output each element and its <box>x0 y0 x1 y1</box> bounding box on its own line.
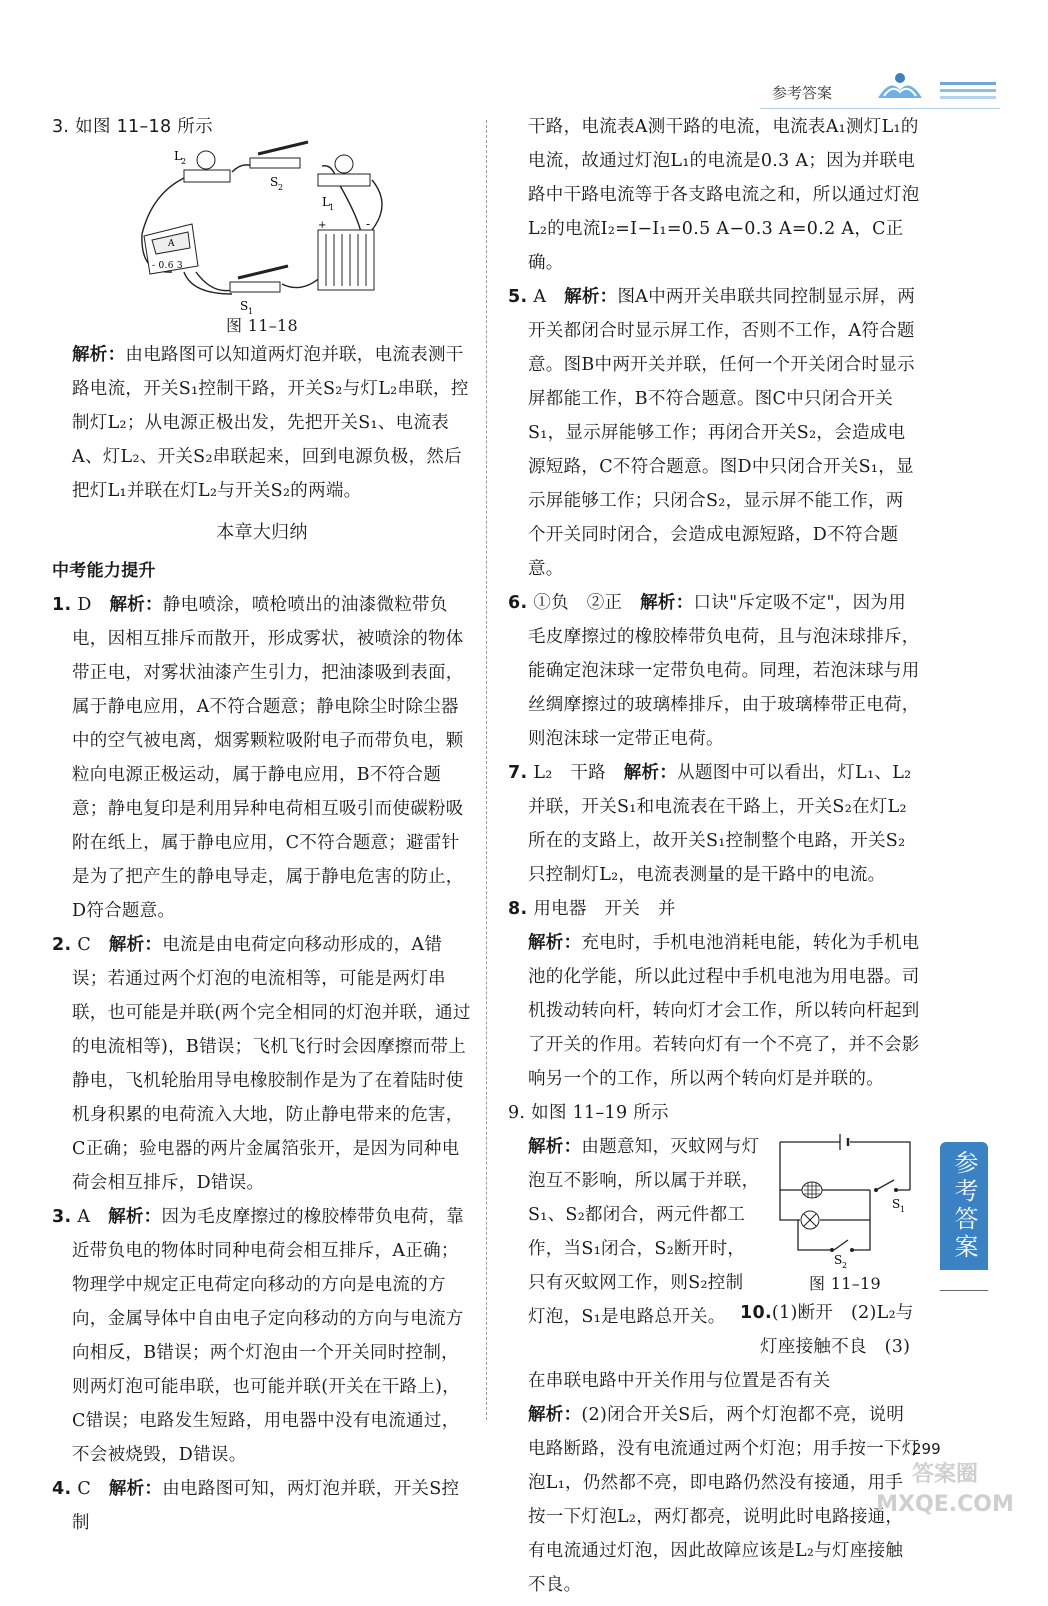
item-analysis: 从题图中可以看出，灯L₁、L₂并联，开关S₁和电流表在干路上，开关S₂在灯L₂所在的支路上，故开关S₁控制整个电路，开关S₂只控制灯L₂，电流表测量的是干路中的电流。 <box>528 763 912 885</box>
column-divider <box>486 120 487 1420</box>
svg-text:- 0.6 3: - 0.6 3 <box>152 261 183 271</box>
item-analysis: 图A中两开关串联共同控制显示屏，两开关都闭合时显示屏工作，否则不工作，A符合题意。图B中两开关并联，任何一个开关闭合时显示屏都能工作，B不符合题意。图C中只闭合开关S₁，显示屏能够工作；再闭合开关S₂，会造成电源短路，C不符合题意。图D中只闭合开关S₁，显示屏能够工作；只闭合S₂，显示屏不能工作，两个开关同时闭合，会造成电源短路，D不符合题意。 <box>528 287 916 579</box>
svg-text:2: 2 <box>181 157 187 166</box>
analysis-label: 解析： <box>109 595 163 615</box>
analysis-label: 解析： <box>108 1479 163 1499</box>
figure-11-18-caption: 图 11–18 <box>226 316 298 335</box>
switch-s1-base <box>230 282 280 292</box>
item-number: 7. <box>508 763 528 783</box>
left-column <box>52 110 472 1540</box>
figure-11-19-caption: 图 11–19 <box>809 1274 881 1293</box>
svg-text:A: A <box>168 239 175 249</box>
analysis-label: 解析： <box>564 287 618 307</box>
q10-analysis-text: (2)闭合开关S后，两个灯泡都不亮，说明电路断路，没有电流通过两个灯泡；用手按一下灯泡L₁，仍然都不亮，即电路仍然没有接通，用手按一下灯泡L₂，两灯都亮，说明此时电路接通，有电流通过灯泡，因此故障应该是L₂与灯座接触不良。 <box>528 1405 920 1595</box>
analysis-label: 解析： <box>528 1137 582 1157</box>
watermark: 答案圈 MXQE.COM <box>876 1462 1014 1517</box>
q9-analysis-text: 由题意知，灭蚊网与灯泡互不影响，所以属于并联，S₁、S₂都闭合，两元件都工作，当S₁闭合，S₂断开时，只有灭蚊网工作，则S₂控制灯泡，S₁是电路总开关。 <box>528 1137 760 1327</box>
item-answer: 用电器 开关 并 <box>533 899 676 919</box>
answer-item-3 <box>52 1200 472 1472</box>
header-rule <box>760 108 1000 109</box>
item-number: 10. <box>740 1303 772 1323</box>
item-number: 4. <box>52 1479 72 1499</box>
answer-item-1 <box>52 588 472 928</box>
lamp-l1-icon <box>335 155 353 173</box>
lamp-l2-base <box>184 170 230 182</box>
answer-item-4 <box>52 1472 472 1540</box>
svg-text:2: 2 <box>842 1261 848 1270</box>
svg-text:1: 1 <box>248 307 254 316</box>
item-answer: A <box>77 1207 109 1227</box>
circuit-figure-11-18 <box>122 144 402 314</box>
item-number: 1. <box>52 595 72 615</box>
svg-text:L: L <box>322 195 331 209</box>
item-answer: L₂ 干路 <box>533 763 624 783</box>
lamp-l2-icon <box>197 151 215 169</box>
header-title: 参考答案 <box>772 84 833 102</box>
svg-text:S: S <box>834 1253 843 1267</box>
circuit-figure-11-19 <box>770 1130 920 1270</box>
item-answer: ①负 ②正 <box>533 593 641 613</box>
q9-title: 9. 如图 11–19 所示 <box>508 1103 669 1123</box>
battery-icon <box>318 217 374 290</box>
analysis-label: 解析： <box>640 593 694 613</box>
analysis-label: 解析： <box>528 933 582 953</box>
item-answer: D <box>77 595 110 615</box>
header-lines <box>940 82 996 99</box>
analysis-label: 解析： <box>72 345 126 365</box>
analysis-label: 解析： <box>623 763 678 783</box>
svg-text:1: 1 <box>329 203 335 212</box>
book-logo-icon <box>870 68 930 108</box>
q3-title: 3. 如图 11–18 所示 <box>52 117 213 137</box>
q3-analysis-text: 由电路图可以知道两灯泡并联，电流表测干路电流，开关S₁控制干路，开关S₂与灯L₂串联，控制灯L₂；从电源正极出发，先把开关S₁、电流表A、灯L₂、开关S₂串联起来，回到电源负极，然后把灯L₁并联在灯L₂与开关S₂的两端。 <box>72 345 469 501</box>
item-number: 8. <box>508 899 528 919</box>
answer-item-8 <box>508 892 920 926</box>
answer-item-6 <box>508 586 920 756</box>
analysis-label: 解析： <box>108 1207 162 1227</box>
ammeter-icon <box>144 224 198 274</box>
figure-11-19 <box>770 1130 920 1296</box>
answer-item-5 <box>508 280 920 586</box>
item-analysis: 电流是由电荷定向移动形成的，A错误；若通过两个灯泡的电流相等，可能是两灯串联，也可能是并联(两个完全相同的灯泡并联，通过的电流相等)，B错误；飞机飞行时会因摩擦而带上静电，飞机轮胎用导电橡胶制作是为了在着陆时使机身积累的电荷流入大地，防止静电带来的危害，C正确；验电器的两片金属箔张开，是因为同种电荷会相互排斥，D错误。 <box>72 935 471 1193</box>
section-title: 本章大归纳 <box>216 522 308 543</box>
lamp-l1-base <box>318 174 370 186</box>
analysis-label: 解析： <box>528 1405 582 1425</box>
item-number: 3. <box>52 1207 72 1227</box>
right-column <box>508 110 920 1602</box>
q8-analysis <box>508 926 920 1096</box>
sub-title: 中考能力提升 <box>52 561 156 581</box>
svg-text:1: 1 <box>900 1205 906 1214</box>
q9-analysis <box>508 1130 760 1334</box>
item-analysis: 由电路图可知，两灯泡并联，开关S控制 <box>72 1479 460 1533</box>
item-number: 5. <box>508 287 528 307</box>
svg-text:-: - <box>366 217 371 231</box>
item-analysis: 口诀"斥定吸不定"，因为用毛皮摩擦过的橡胶棒带负电荷，且与泡沫球排斥，能确定泡沫球一定带负电荷。同理，若泡沫球与用丝绸摩擦过的玻璃棒排斥，由于玻璃棒带正电荷，则泡沫球一定带正电荷。 <box>528 593 920 749</box>
svg-text:L: L <box>174 149 183 163</box>
item-answer: C <box>77 1479 109 1499</box>
page-header <box>760 64 1000 114</box>
item-analysis: 因为毛皮摩擦过的橡胶棒带负电荷，靠近带负电的物体时同种电荷会相互排斥，A正确；物理学中规定正电荷定向移动的方向是电流的方向，金属导体中自由电子定向移动的方向与电流方向相反，B错误；两个灯泡由一个开关同时控制，则两灯泡可能串联，也可能并联(开关在干路上)，C错误；电路发生短路，用电器中没有电流通过，不会被烧毁，D错误。 <box>72 1207 465 1465</box>
q3-analysis <box>52 338 472 508</box>
item-answer: C <box>77 935 109 955</box>
q10-analysis <box>508 1398 920 1602</box>
page-number: 299 <box>912 1440 941 1458</box>
item-number: 6. <box>508 593 528 613</box>
q4-continuation: 干路，电流表A测干路的电流，电流表A₁测灯L₁的电流，故通过灯泡L₁的电流是0.3 A；因为并联电路中干路电流等于各支路电流之和，所以通过灯泡L₂的电流I₂=I−I₁=0.5 A−0.3 A=0.2 A，C正确。 <box>528 117 920 273</box>
svg-text:2: 2 <box>278 183 284 192</box>
analysis-label: 解析： <box>108 935 163 955</box>
item-answer: A <box>533 287 565 307</box>
svg-text:S: S <box>270 175 279 189</box>
side-tab-rule <box>940 1290 988 1291</box>
item-analysis: 静电喷涂，喷枪喷出的油漆微粒带负电，因相互排斥而散开，形成雾状，被喷涂的物体带正电，对雾状油漆产生引力，把油漆吸到表面，属于静电应用，A不符合题意；静电除尘时除尘器中的空气被电离，烟雾颗粒吸附电子而带负电，颗粒向电源正极运动，属于静电应用，B不符合题意；静电复印是利用异种电荷相互吸引而使碳粉吸附在纸上，属于静电应用，C不符合题意；避雷针是为了把产生的静电导走，属于静电危害的防止，D符合题意。 <box>72 595 464 921</box>
svg-text:+: + <box>318 220 327 231</box>
answer-item-7 <box>508 756 920 892</box>
item-answer: (1)断开 (2)L₂与灯座接触不良 (3)在串联电路中开关作用与位置是否有关 <box>528 1303 914 1391</box>
q8-analysis-text: 充电时，手机电池消耗电能，转化为手机电池的化学能，所以此过程中手机电池为用电器。司机拨动转向杆，转向灯才会工作，所以转向杆起到了开关的作用。若转向灯有一个不亮了，并不会影响另一个的工作，所以两个转向灯是并联的。 <box>528 933 920 1089</box>
switch-s2-base <box>250 158 300 168</box>
answers-side-tab: 参考答案 <box>940 1142 988 1270</box>
item-number: 2. <box>52 935 72 955</box>
svg-text:S: S <box>892 1197 901 1211</box>
answer-item-2 <box>52 928 472 1200</box>
svg-text:S: S <box>240 299 249 313</box>
